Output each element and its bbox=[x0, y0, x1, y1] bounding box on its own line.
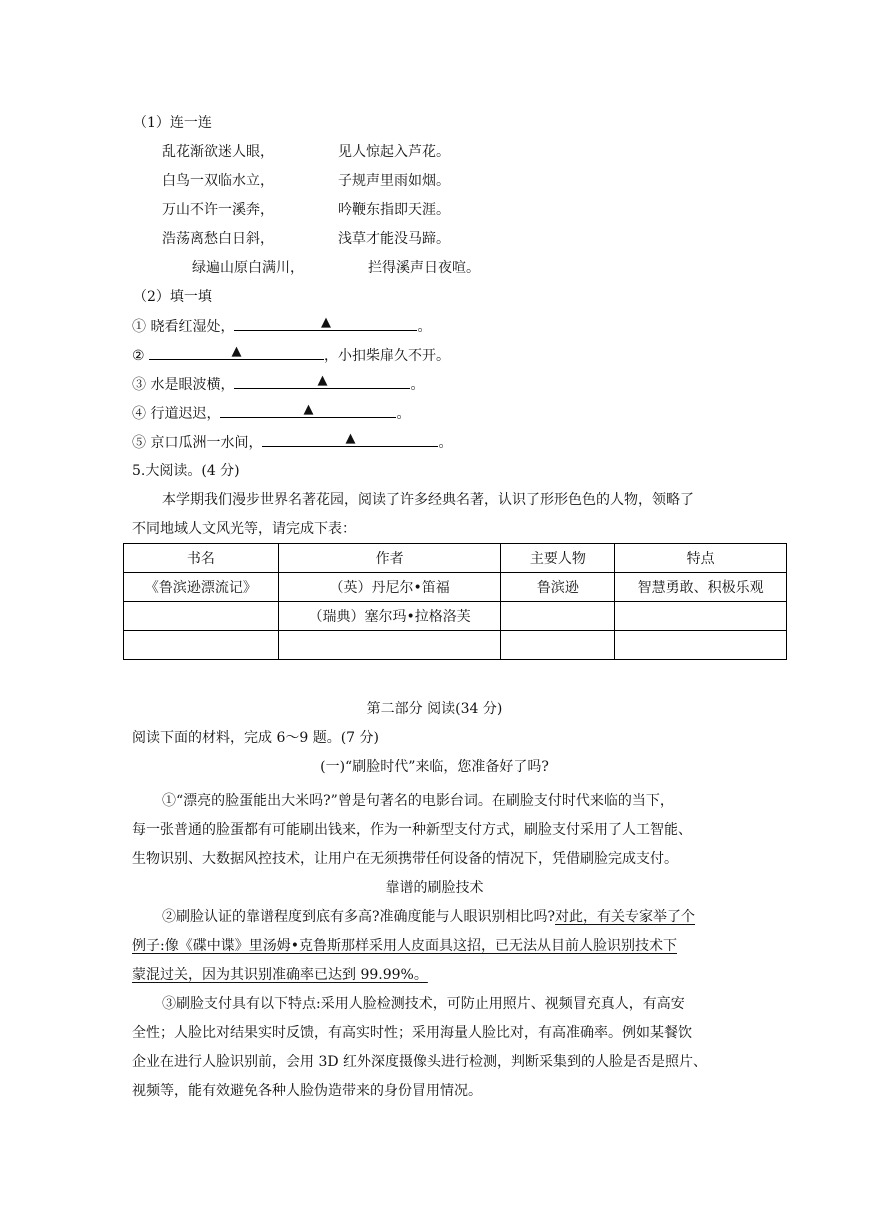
table-cell: 《鲁滨逊漂流记》 bbox=[124, 573, 279, 602]
item-number: ③ bbox=[132, 377, 146, 393]
answer-blank[interactable] bbox=[234, 374, 410, 389]
item-suffix: 。 bbox=[396, 406, 411, 422]
match-last-right: 拦得溪声日夜喧。 bbox=[368, 260, 480, 276]
header-cell: 特点 bbox=[615, 544, 787, 573]
match-left-line: 白鸟一双临水立， bbox=[162, 173, 274, 189]
paragraph-line bbox=[162, 907, 695, 927]
section2-header: （2）填一填 bbox=[133, 289, 212, 305]
answer-blank[interactable] bbox=[234, 316, 417, 331]
item-prefix: 行道迟迟， bbox=[150, 406, 221, 422]
table-cell-blank[interactable] bbox=[501, 602, 615, 631]
fill-item-3 bbox=[132, 374, 424, 395]
paragraph-line: 企业在进行人脸识别前，会用 3D 红外深度摄像头进行检测，判断采集到的人脸是否是照片、 bbox=[132, 1054, 708, 1070]
underlined-line: 例子:像《碟中谍》里汤姆•克鲁斯那样采用人皮面具这招，已无法从目前人脸识别技术下 bbox=[132, 938, 677, 954]
triangle-icon: ▲ bbox=[320, 315, 331, 330]
q5-intro-line1: 本学期我们漫步世界名著花园，阅读了许多经典名著，认识了形形色色的人物，领略了 bbox=[162, 492, 694, 508]
paragraph-line: 视频等，能有效避免各种人脸伪造带来的身份冒用情况。 bbox=[132, 1083, 482, 1099]
match-right-line: 见人惊起入芦花。 bbox=[338, 144, 450, 160]
item-suffix: ，小扣柴扉久不开。 bbox=[324, 348, 451, 364]
item-number: ② bbox=[132, 348, 145, 364]
q5-title: 5.大阅读。(4 分) bbox=[132, 463, 240, 479]
header-cell: 作者 bbox=[278, 544, 501, 573]
item-number: ④ bbox=[132, 406, 146, 422]
triangle-icon: ▲ bbox=[303, 402, 314, 417]
match-left-line: 浩荡离愁白日斜， bbox=[162, 231, 274, 247]
item-prefix: 水是眼波横， bbox=[150, 377, 235, 393]
q5-intro-line2: 不同地域人文风光等，请完成下表： bbox=[132, 521, 356, 537]
table-header-row bbox=[124, 544, 787, 573]
item-prefix: 京口瓜洲一水间， bbox=[150, 435, 263, 451]
fill-item-5 bbox=[132, 432, 452, 453]
paragraph-line: 生物识别、大数据风控技术，让用户在无须携带任何设备的情况下，凭借刷脸完成支付。 bbox=[132, 851, 678, 867]
fill-item-2 bbox=[132, 345, 450, 366]
match-right-line: 吟鞭东指即天涯。 bbox=[338, 202, 450, 218]
triangle-icon: ▲ bbox=[317, 373, 328, 388]
item-number: ⑤ bbox=[132, 435, 146, 451]
item-suffix: 。 bbox=[410, 377, 425, 393]
fill-item-1 bbox=[132, 316, 431, 337]
answer-blank[interactable] bbox=[262, 432, 438, 447]
table-cell-blank[interactable] bbox=[124, 602, 279, 631]
table-cell: 智慧勇敢、积极乐观 bbox=[615, 573, 787, 602]
match-left-line: 万山不许一溪奔， bbox=[162, 202, 274, 218]
answer-blank[interactable] bbox=[220, 403, 396, 418]
part2-instruction: 阅读下面的材料，完成 6～9 题。(7 分) bbox=[132, 730, 379, 746]
part2-title: 第二部分 阅读(34 分) bbox=[366, 701, 503, 717]
paragraph-line: 全性；人脸比对结果实时反馈，有高实时性；采用海量人脸比对，有高准确率。例如某餐饮 bbox=[132, 1025, 692, 1041]
underlined-line: 蒙混过关，因为其识别准确率已达到 99.99%。 bbox=[132, 967, 428, 983]
match-left-line: 乱花渐欲迷人眼， bbox=[162, 144, 274, 160]
item-suffix: 。 bbox=[417, 319, 432, 335]
item-prefix: 晓看红湿处， bbox=[150, 319, 235, 335]
book-table bbox=[123, 543, 787, 660]
match-right-line: 浅草才能没马蹄。 bbox=[338, 231, 450, 247]
table-row bbox=[124, 573, 787, 602]
article-title: (一)“刷脸时代”来临，您准备好了吗? bbox=[320, 759, 549, 775]
answer-blank[interactable] bbox=[149, 345, 324, 360]
table-cell-blank[interactable] bbox=[615, 631, 787, 660]
table-cell: （英）丹尼尔•笛福 bbox=[278, 573, 501, 602]
table-row bbox=[124, 602, 787, 631]
underlined-text: 对此，有关专家举了个 bbox=[555, 909, 696, 925]
header-cell: 书名 bbox=[124, 544, 279, 573]
triangle-icon: ▲ bbox=[231, 344, 242, 359]
table-cell: （瑞典）塞尔玛•拉格洛芙 bbox=[278, 602, 501, 631]
subheading: 靠谱的刷脸技术 bbox=[385, 880, 484, 896]
table-cell-blank[interactable] bbox=[278, 631, 501, 660]
table-cell-blank[interactable] bbox=[501, 631, 615, 660]
table-cell-blank[interactable] bbox=[615, 602, 787, 631]
paragraph-line: 每一张普通的脸蛋都有可能刷出钱来，作为一种新型支付方式，刷脸支付采用了人工智能、 bbox=[132, 822, 692, 838]
fill-item-4 bbox=[132, 403, 410, 424]
paragraph-line: ①“漂亮的脸蛋能出大米吗?”曾是句著名的电影台词。在刷脸支付时代来临的当下， bbox=[162, 793, 674, 809]
plain-text: ②刷脸认证的靠谱程度到底有多高?准确度能与人眼识别相比吗? bbox=[162, 909, 556, 925]
table-row bbox=[124, 631, 787, 660]
match-right-line: 子规声里雨如烟。 bbox=[338, 173, 450, 189]
item-suffix: 。 bbox=[438, 435, 453, 451]
table-cell: 鲁滨逊 bbox=[501, 573, 615, 602]
paragraph-line: ③刷脸支付具有以下特点:采用人脸检测技术，可防止用照片、视频冒充真人，有高安 bbox=[162, 996, 685, 1012]
item-number: ① bbox=[132, 319, 146, 335]
table-cell-blank[interactable] bbox=[124, 631, 279, 660]
header-cell: 主要人物 bbox=[501, 544, 615, 573]
triangle-icon: ▲ bbox=[345, 431, 356, 446]
match-last-left: 绿遍山原白满川， bbox=[192, 260, 304, 276]
section1-header: （1）连一连 bbox=[133, 115, 212, 131]
